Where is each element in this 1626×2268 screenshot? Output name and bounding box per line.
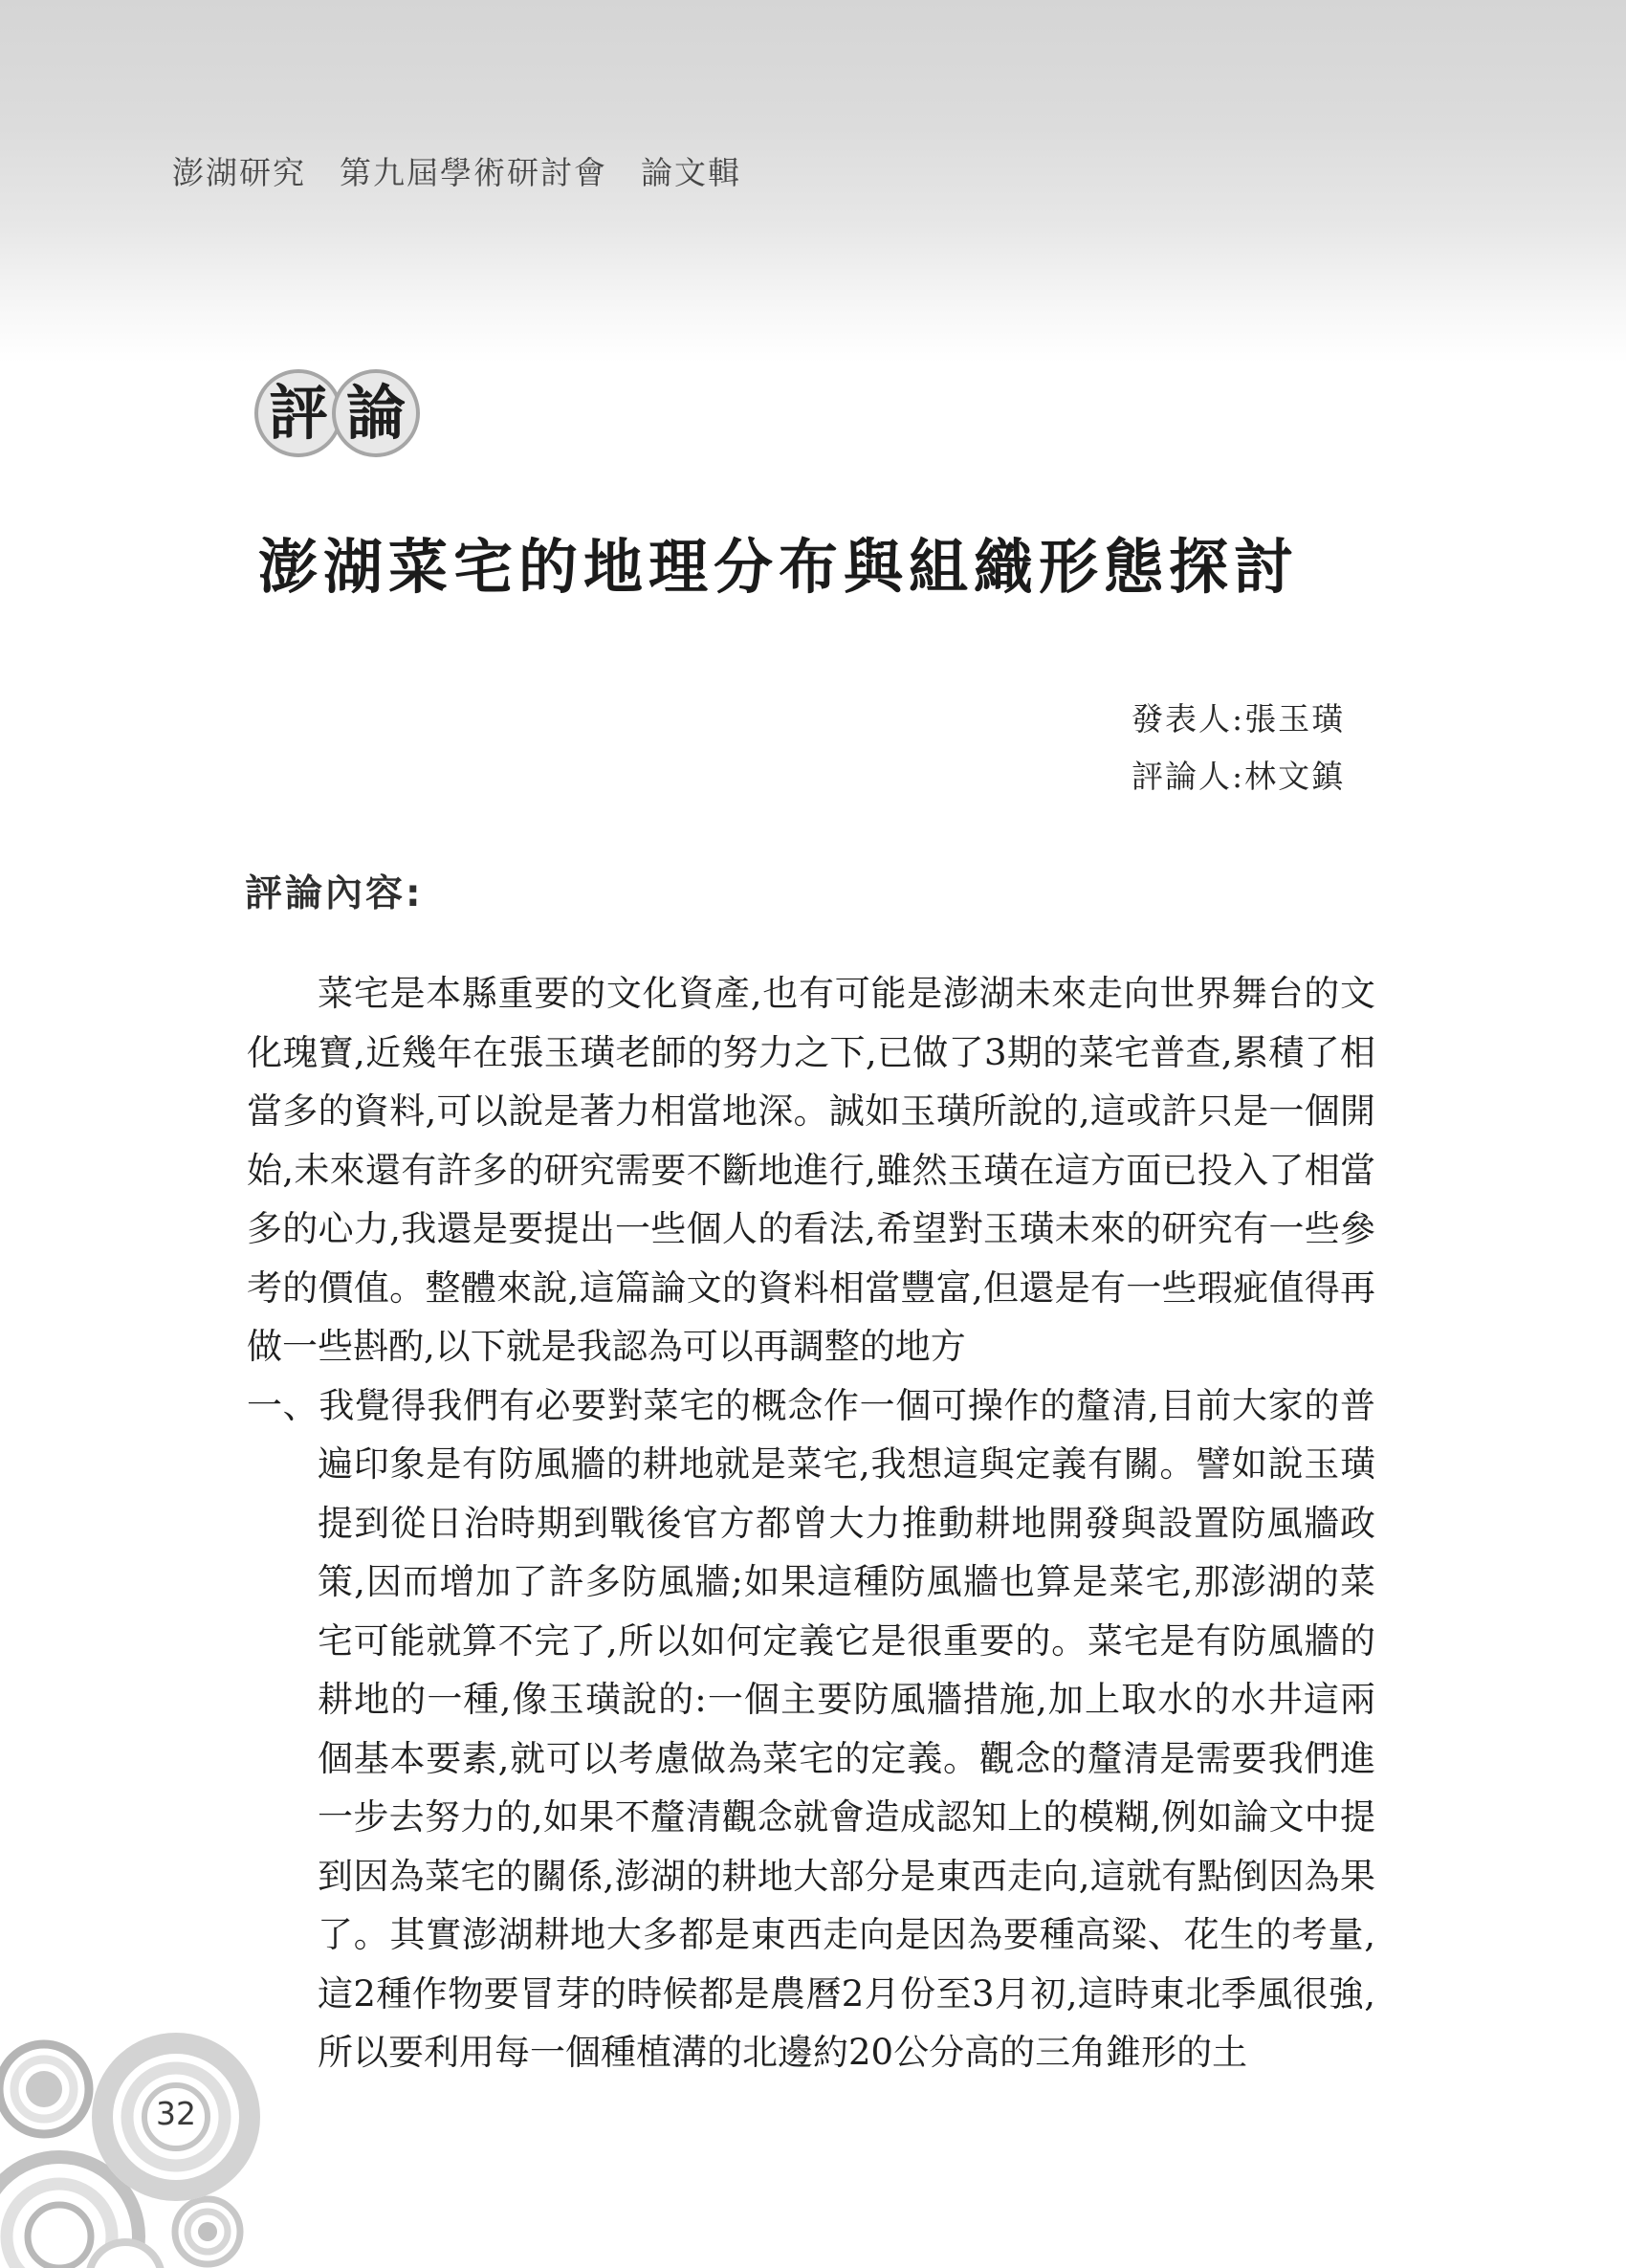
presenter-line: 發表人:張玉璜 — [1132, 700, 1346, 738]
running-header: 澎湖研究 第九屆學術研討會 論文輯 — [172, 154, 741, 191]
section-heading: 評論內容: — [245, 872, 424, 915]
badge-char-2: 論 — [345, 378, 406, 448]
byline-block — [1132, 691, 1345, 805]
badge-circle-icon — [254, 369, 342, 457]
commentator-line: 評論人:林文鎮 — [1132, 758, 1346, 795]
page-number: 32 — [156, 2095, 196, 2132]
page-title: 澎湖菜宅的地理分布與組織形態探討 — [258, 532, 1300, 602]
numbered-paragraph — [247, 1376, 1375, 2082]
numbered-paragraph-text: 我覺得我們有必要對菜宅的概念作一個可操作的釐清,目前大家的普遍印象是有防風牆的耕地就是菜宅,我想這與定義有關。譬如說玉璜提到從日治時期到戰後官方都曾大力推動耕地開發與設置防風牆政策,因而增加了許多防風牆;如果這種防風牆也算是菜宅,那澎湖的菜宅可能就算不完了,所以如何定義它是很重要的。菜宅是有防風牆的耕地的一種,像玉璜說的:一個主要防風牆措施,加上取水的水井這兩個基本要素,就可以考慮做為菜宅的定義。觀念的釐清是需要我們進一步去努力的,如果不釐清觀念就會造成認知上的模糊,例如論文中提到因為菜宅的關係,澎湖的耕地大部分是東西走向,這就有點倒因為果了。其實澎湖耕地大多都是東西走向是因為要種高粱、花生的考量,這2種作物要冒芽的時候都是農曆2月份至3月初,這時東北季風很強,所以要利用每一個種植溝的北邊約20公分高的三角錐形的土 — [318, 1384, 1375, 2073]
comment-stamp-badge — [254, 369, 420, 457]
badge-char-1: 評 — [268, 378, 328, 448]
badge-circle-icon — [332, 369, 420, 457]
comment-body — [247, 964, 1375, 2082]
paragraph: 菜宅是本縣重要的文化資產,也有可能是澎湖未來走向世界舞台的文化瑰寶,近幾年在張玉璜老師的努力之下,已做了3期的菜宅普查,累積了相當多的資料,可以說是著力相當地深。誠如玉璜所說的,這或許只是一個開始,未來還有許多的研究需要不斷地進行,雖然玉璜在這方面已投入了相當多的心力,我還是要提出一些個人的看法,希望對玉璜未來的研究有一些參考的價值。整體來說,這篇論文的資料相當豐富,但還是有一些瑕疵值得再做一些斟酌,以下就是我認為可以再調整的地方 — [247, 973, 1375, 1367]
list-marker: 一、 — [247, 1384, 319, 1426]
